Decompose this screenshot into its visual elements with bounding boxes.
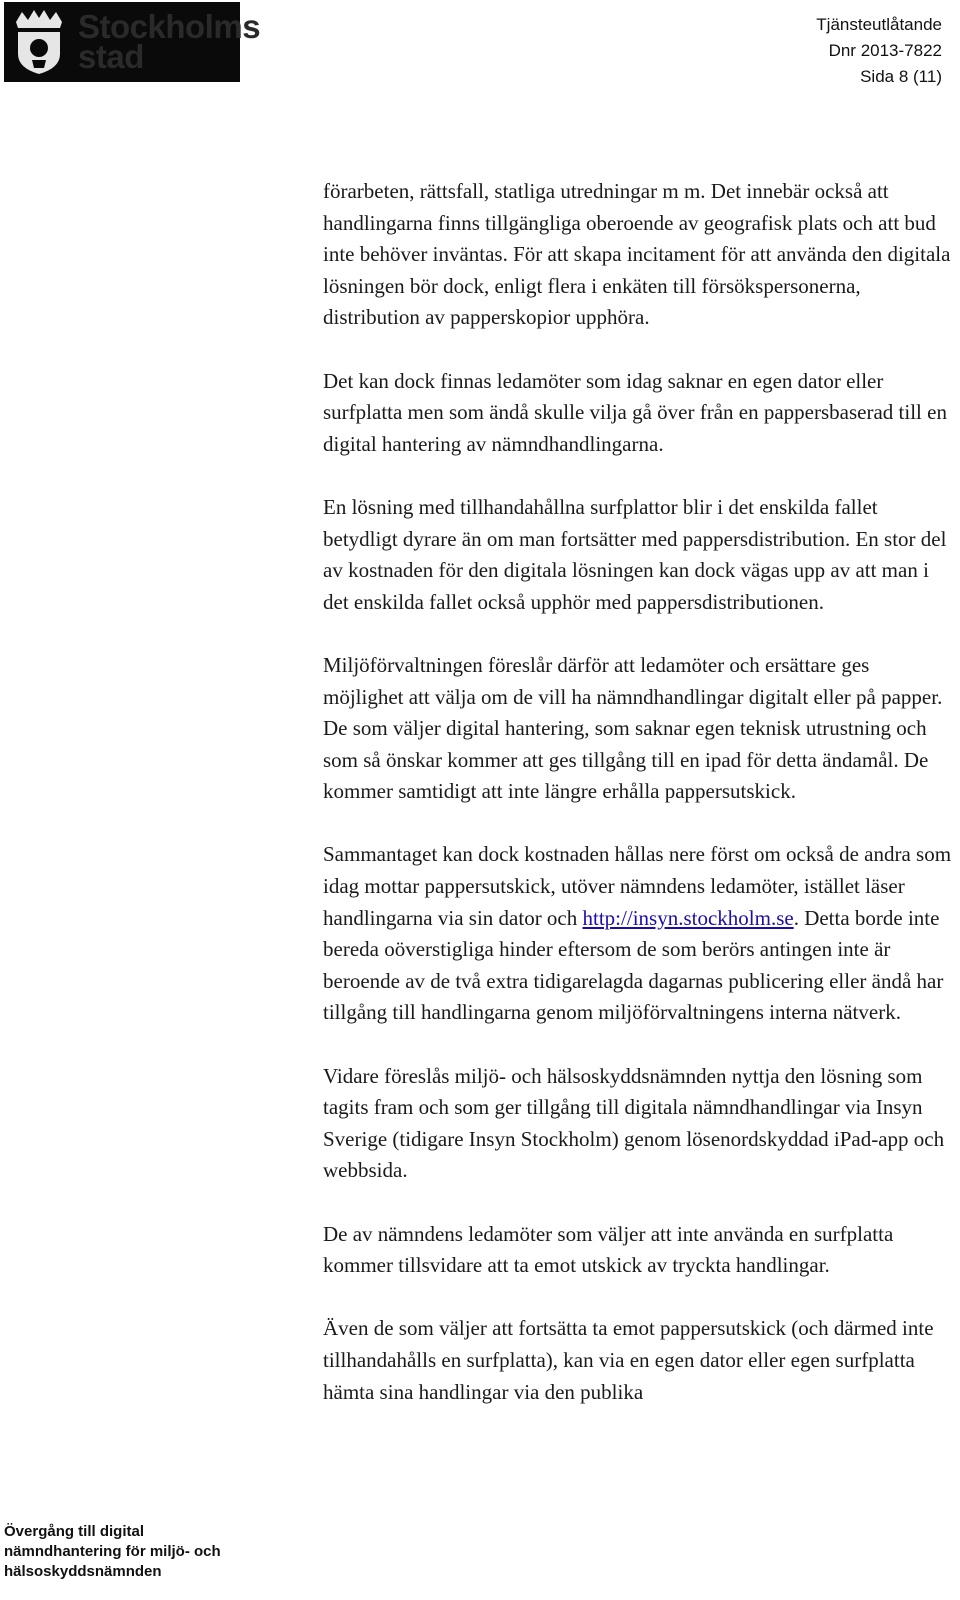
page-number: Sida 8 (11) [860,67,942,86]
paragraph-5 [323,839,953,1029]
paragraph-5-text-after: . Detta borde inte bereda oöverstigliga hinder eftersom de som berörs antingen inte är beroende av de två extra tidigarelagda dagarnas publicering eller ändå har tillgång till handlingarna genom miljöförvaltningens interna nätverk. [323,905,944,1025]
coat-of-arms-icon [10,8,68,76]
footer-title-line1: Övergång till digital [4,1523,145,1540]
paragraph-5-text-before: Sammantaget kan dock kostnaden hållas nere först om också de andra som idag mottar pappersutskick, utöver nämndens ledamöter, istället läser handlingarna via sin dator och [323,842,952,930]
paragraph-3: En lösning med tillhandahållna surfplattor blir i det enskilda fallet betydligt dyrare än om man fortsätter med pappersdistribution. En stor del av kostnaden för den digitala lösningen kan dock vägas upp av att man i det enskilda fallet också upphör med pappersdistributionen. [323,494,947,614]
footer-document-title [4,1522,264,1582]
logo-text-line2: stad [78,38,144,75]
document-body [323,176,953,1440]
footer-title-line3: hälsoskyddsnämnden [4,1563,162,1580]
paragraph-2: Det kan dock finnas ledamöter som idag saknar en egen dator eller surfplatta men som ändå skulle vilja gå över från en pappersbaserad till en digital hantering av nämndhandlingarna. [323,368,947,456]
paragraph-6: Vidare föreslås miljö- och hälsoskyddsnämnden nyttja den lösning som tagits fram och som ger tillgång till digitala nämndhandlingar via Insyn Sverige (tidigare Insyn Stockholm) genom lösenordskyddad iPad-app och webbsida. [323,1063,945,1183]
document-type: Tjänsteutlåtande [816,15,942,34]
paragraph-4: Miljöförvaltningen föreslår därför att ledamöter och ersättare ges möjlighet att välja om de vill ha nämndhandlingar digitalt eller på papper. De som väljer digital hantering, som saknar egen teknisk utrustning och som så önskar kommer att ges tillgång till en ipad för detta ändamål. De kommer samtidigt att inte längre erhålla pappersutskick. [323,652,943,804]
document-number: Dnr 2013-7822 [828,41,942,60]
insyn-link[interactable]: http://insyn.stockholm.se [582,905,794,930]
stockholms-stad-logo [4,2,261,82]
footer-title-line2: nämndhantering för miljö- och [4,1543,221,1560]
document-header-meta [816,12,942,90]
paragraph-8: Även de som väljer att fortsätta ta emot pappersutskick (och därmed inte tillhandahålls en surfplatta), kan via en egen dator eller egen surfplatta hämta sina handlingar via den publika [323,1316,934,1404]
paragraph-1: förarbeten, rättsfall, statliga utredningar m m. Det innebär också att handlingarna finns tillgängliga oberoende av geografisk plats och att bud inte behöver inväntas. För att skapa incitament för att använda den digitala lösningen bör dock, enligt flera i enkäten till försökspersonerna, distribution av papperskopior upphöra. [323,179,951,330]
paragraph-7: De av nämndens ledamöter som väljer att inte använda en surfplatta kommer tillsvidare att ta emot utskick av tryckta handlingar. [323,1221,894,1278]
logo-text-line1: Stockholms [78,8,261,45]
